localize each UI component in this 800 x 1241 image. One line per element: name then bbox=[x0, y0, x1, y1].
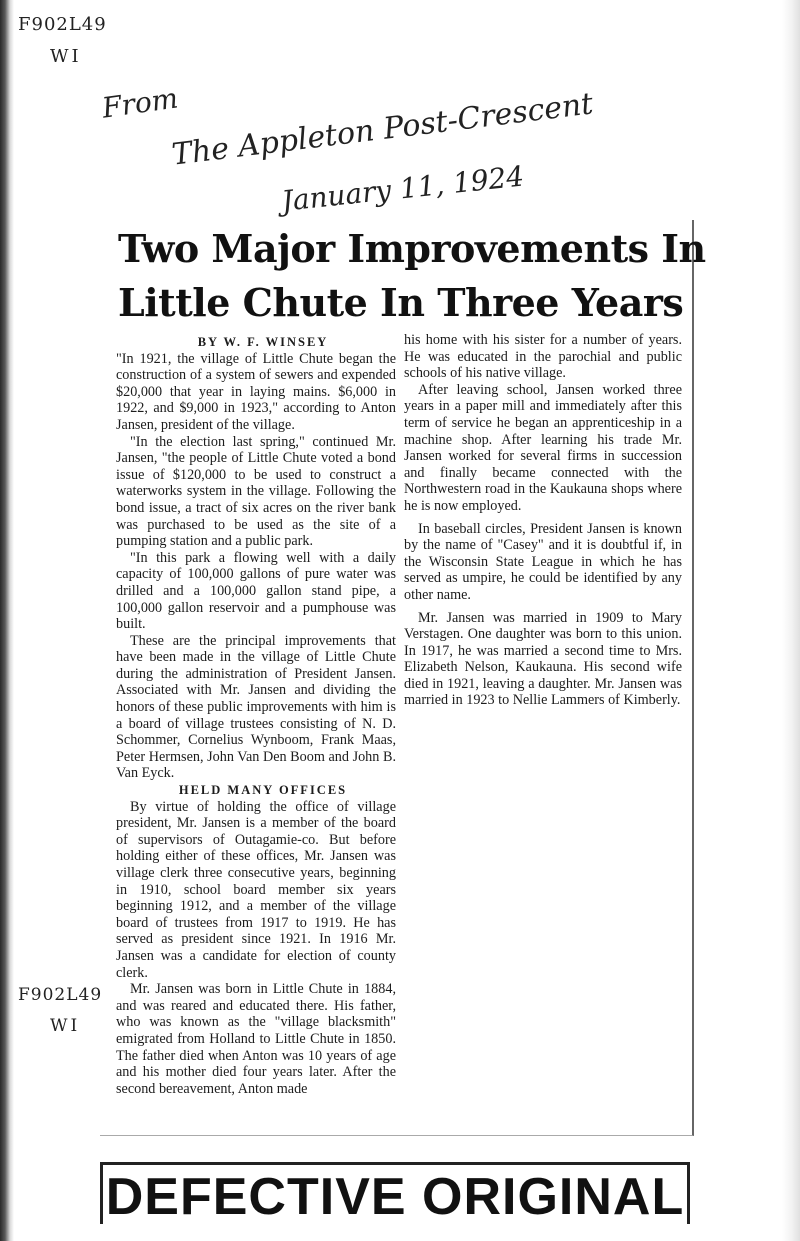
article-paragraph: In baseball circles, President Jansen is known by the name of "Casey" and it is doubtful if, in the Wisconsin State League in which he has served as umpire, he could be identified by any other name. bbox=[404, 520, 682, 603]
article-paragraph: "In the election last spring," continued Mr. Jansen, "the people of Little Chute voted a bond issue of $120,000 to be used to construct a waterworks system in the village. Following the bond issue, a tract of six acres on the river bank was purchased to be used as the site of a pumping station and a public park. bbox=[116, 433, 396, 550]
article-paragraph: Mr. Jansen was married in 1909 to Mary Verstagen. One daughter was born to this union. In 1917, he was married a second time to Mrs. Elizabeth Nelson, Kaukauna. His second wife died in 1921, leaving a daughter. Mr. Jansen was married in 1923 to Nellie Lammers of Kimberly. bbox=[404, 609, 682, 709]
article-paragraph: By virtue of holding the office of village president, Mr. Jansen is a member of the board of supervisors of Outagamie-co. But before holding either of these offices, Mr. Jansen was village clerk three consecutive years, beginning in 1910, school board member six years beginning 1912, and a member of the village board of trustees from 1917 to 1919. He has served as president since 1921. In 1916 Mr. Jansen was a candidate for election of county clerk. bbox=[116, 798, 396, 981]
article-column-left bbox=[116, 334, 396, 1097]
article-column-right bbox=[404, 332, 682, 709]
side-catalog-code: F902L49 bbox=[18, 985, 103, 1005]
publication-name: The Appleton Post-Crescent bbox=[170, 86, 596, 173]
article-paragraph: After leaving school, Jansen worked three years in a paper mill and immediately after this term of service he began an apprenticeship in a machine shop. After learning his trade Mr. Jansen worked for several firms in succession and finally became connected with the Northwestern road in the Kaukauna shops where he is now employed. bbox=[404, 381, 682, 514]
scan-left-edge bbox=[0, 0, 14, 1241]
publication-date: January 11, 1924 bbox=[280, 159, 526, 218]
article-paragraph: "In this park a flowing well with a daily capacity of 100,000 gallons of pure water was drilled and a 100,000 gallon stand pipe, a 100,000 gallon reservoir and a pumphouse was built. bbox=[116, 549, 396, 633]
headline-line-2: Little Chute In Three Years bbox=[118, 280, 684, 325]
byline: BY W. F. WINSEY bbox=[197, 335, 329, 349]
article-paragraph: "In 1921, the village of Little Chute began the construction of a system of sewers and expended $20,000 that year in laying mains. $6,000 in 1922, and $9,000 in 1923," according to Anton Jansen, president of the village. bbox=[116, 350, 396, 433]
from-label: From bbox=[100, 81, 181, 125]
defective-original-stamp: DEFECTIVE ORIGINAL bbox=[100, 1162, 690, 1224]
headline-line-1: Two Major Improvements In bbox=[118, 226, 706, 271]
scan-right-edge bbox=[782, 0, 800, 1241]
side-state-label: WI bbox=[50, 1016, 81, 1036]
subheading: HELD MANY OFFICES bbox=[178, 783, 348, 798]
catalog-code: F902L49 bbox=[18, 14, 107, 35]
state-label: WI bbox=[50, 46, 82, 67]
article-paragraph: Mr. Jansen was born in Little Chute in 1884, and was reared and educated there. His father, who was known as the "village blacksmith" emigrated from Holland to Little Chute in 1850. The father died when Anton was 10 years of age and his mother died four years later. After the second bereavement, Anton made bbox=[116, 981, 396, 1097]
article-paragraph: These are the principal improvements that have been made in the village of Little Chute during the administration of President Jansen. Associated with Mr. Jansen and dividing the honors of these public improvements with him is a board of village trustees consisting of N. D. Schommer, Cornelius Wynboom, Frank Maas, Peter Hermsen, John Van Den Boom and John B. Van Eyck. bbox=[116, 632, 396, 782]
article-paragraph: his home with his sister for a number of years. He was educated in the parochial and public schools of his native village. bbox=[404, 332, 682, 382]
